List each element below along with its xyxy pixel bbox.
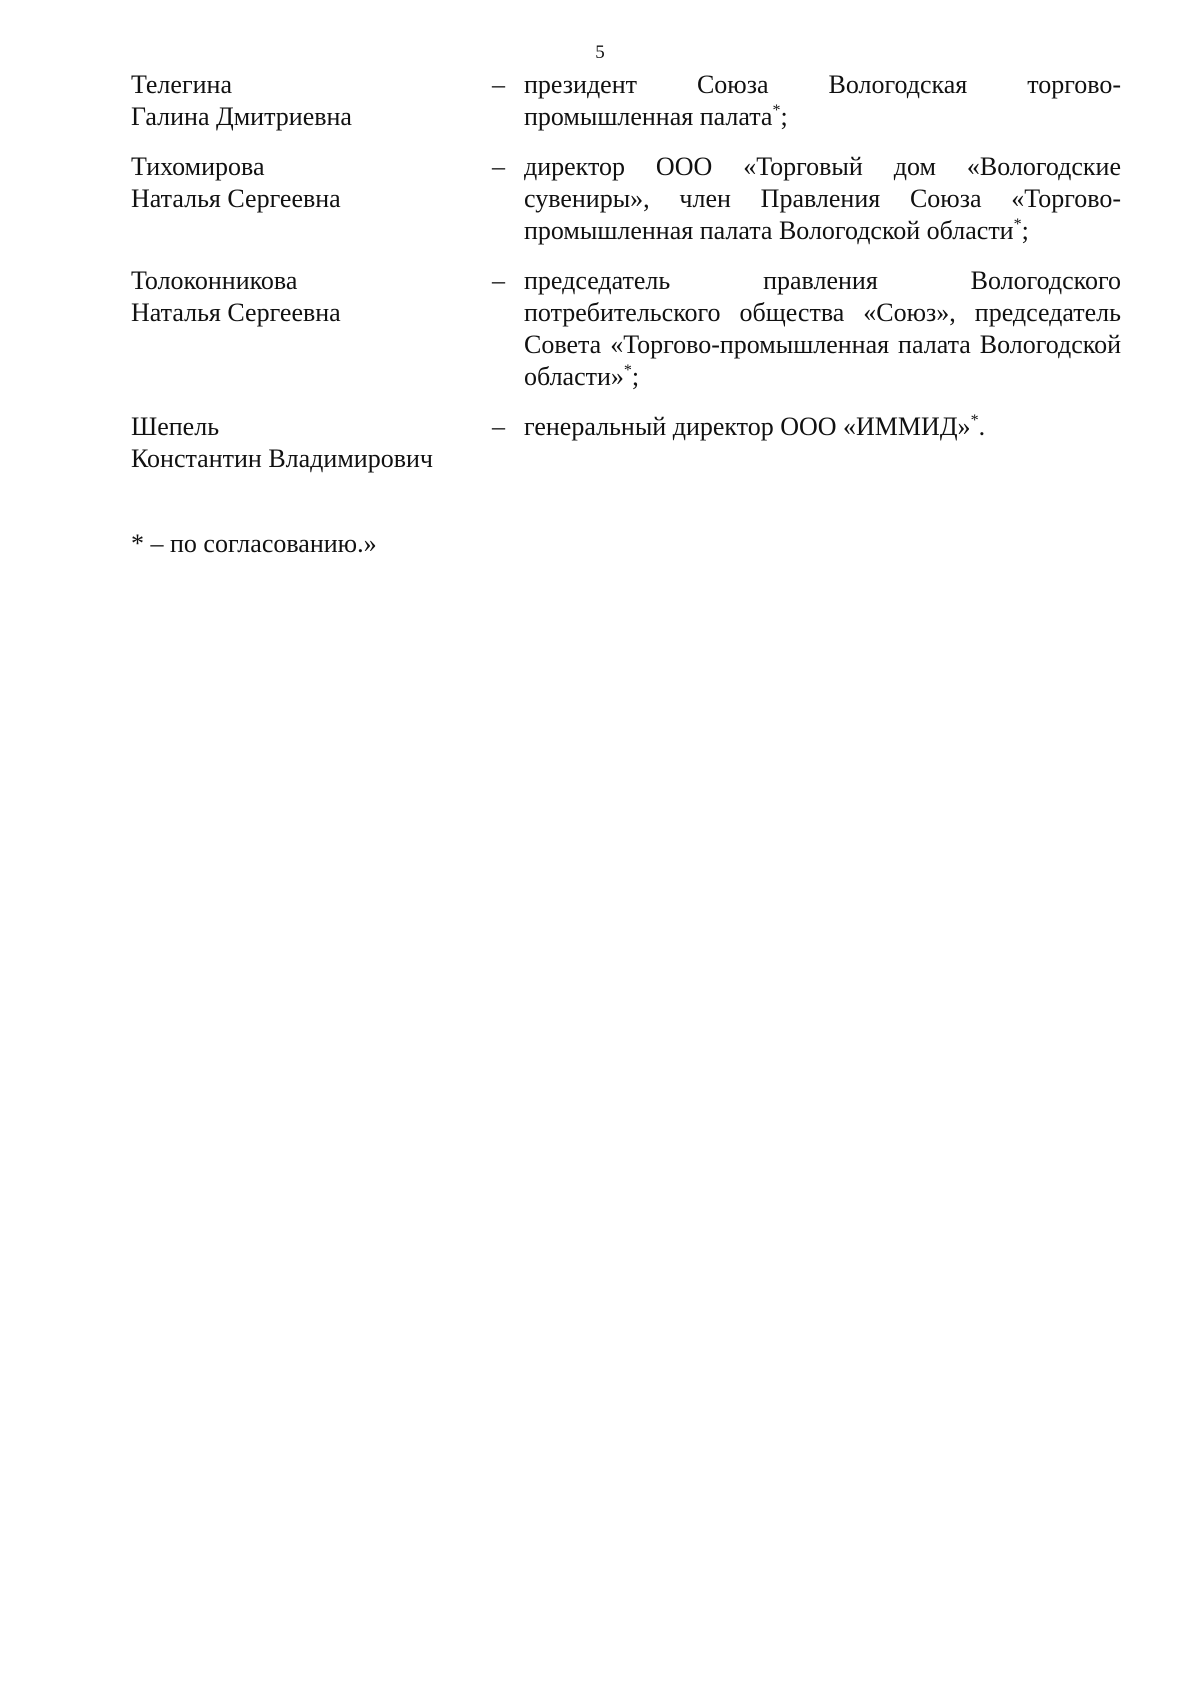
member-given-names: Константин Владимирович: [131, 444, 433, 473]
member-row: [131, 151, 1121, 247]
member-role: [524, 411, 1121, 443]
member-surname: Тихомирова: [131, 152, 265, 181]
member-dash: –: [492, 412, 505, 441]
members-list: [131, 69, 1121, 493]
footnote-mark: *: [623, 362, 632, 379]
member-role-text: директор ООО «Торговый дом «Вологодские сувениры», член Правления Союза «Торгово-промышленная палата Вологодской области: [524, 152, 1121, 245]
member-role-ending: ;: [1021, 216, 1029, 245]
member-surname: Шепель: [131, 412, 220, 441]
page-number: 5: [595, 42, 605, 63]
footnote-mark: *: [772, 102, 781, 119]
member-surname: Толоконникова: [131, 266, 298, 295]
member-role-text: генеральный директор ООО «ИММИД»: [524, 412, 971, 441]
member-name: [131, 411, 492, 475]
member-row: [131, 411, 1121, 475]
member-role: [524, 151, 1121, 247]
member-role-ending: ;: [780, 102, 788, 131]
member-name: [131, 151, 492, 215]
member-role-ending: ;: [631, 362, 640, 391]
member-role: [524, 69, 1121, 133]
member-given-names: Галина Дмитриевна: [131, 102, 352, 131]
member-name: [131, 265, 492, 329]
member-dash: –: [492, 70, 505, 99]
member-given-names: Наталья Сергеевна: [131, 298, 341, 327]
member-name: [131, 69, 492, 133]
member-dash: –: [492, 266, 505, 295]
member-role-text: председатель правления Вологодского потребительского общества «Союз», председатель Совета «Торгово-промышленная палата Вологодской области»: [524, 266, 1121, 391]
member-role-ending: .: [978, 412, 986, 441]
footnote: * – по согласованию.»: [131, 529, 377, 558]
member-given-names: Наталья Сергеевна: [131, 184, 341, 213]
member-role: [524, 265, 1121, 393]
footnote-mark: *: [970, 412, 979, 429]
member-row: [131, 265, 1121, 393]
member-surname: Телегина: [131, 70, 232, 99]
member-role-text: президент Союза Вологодская торгово-промышленная палата: [524, 70, 1121, 131]
member-dash: –: [492, 152, 505, 181]
footnote-mark: *: [1013, 216, 1022, 233]
member-row: [131, 69, 1121, 133]
